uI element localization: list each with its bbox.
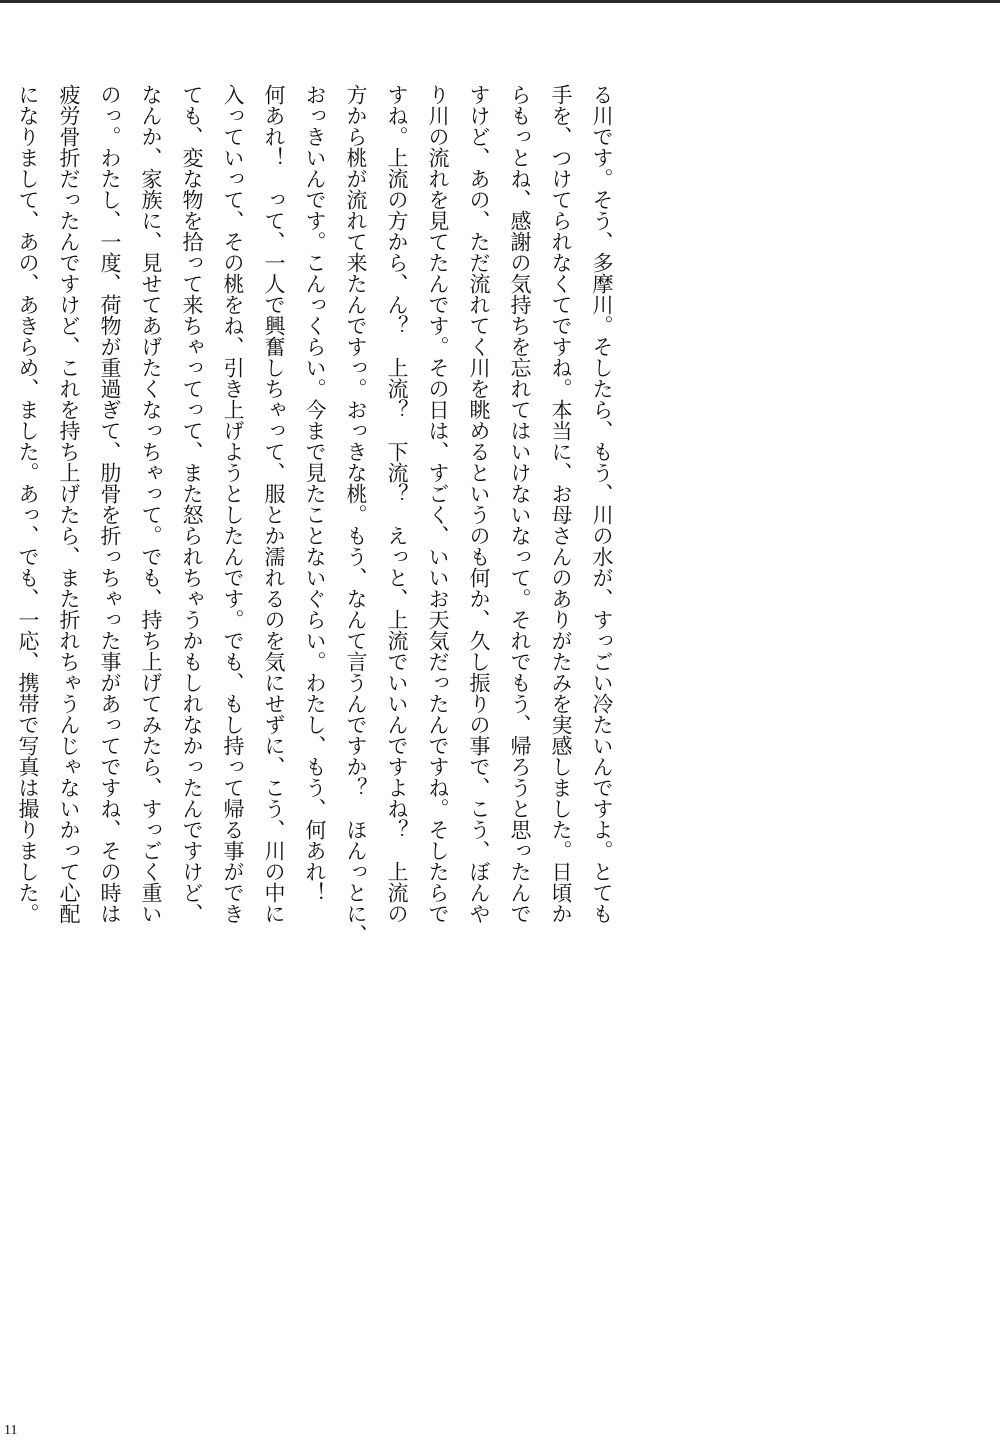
page-number: 11 [4,1423,18,1438]
text-column: 疲労骨折だったんですけど、これを持ち上げたら、また折れちゃうんじゃないかって心配 [57,84,81,924]
text-column: 方から桃が流れて来たんですっ。おっきな桃。もう、なんて言うんですか？ ほんっとに、 [344,84,368,945]
text-column [0,84,7,904]
text-column: おっきいんです。こんっくらい。今まで見たことないぐらい。わたし、もう、何あれ！ [303,84,327,903]
text-column: らもっとね、感謝の気持ちを忘れてはいけないなって。それでもう、帰ろうと思ったんで [508,84,532,924]
text-column: 入っていって、その桃をね、引き上げようとしたんです。でも、もし持って帰る事ができ [221,84,245,924]
text-column: り川の流れを見てたんです。その日は、すごく、いいお天気だったんですね。そしたらで [426,84,450,924]
text-column: 手を、つけてられなくてですね。本当に、お母さんのありがたみを実感しました。日頃か [549,84,573,924]
text-column: なんか、家族に、見せてあげたくなっちゃって。でも、持ち上げてみたら、すっごく重い [139,84,163,924]
text-column: る川です。そう、多摩川。そしたら、もう、川の水が、すっごい冷たいんですよ。とても [590,84,614,924]
text-column: ても、変な物を拾って来ちゃってって、また怒られちゃうかもしれなかったんですけど、 [180,84,204,924]
text-column: になりまして、あの、あきらめ、ました。あっ、でも、一応、携帯で写真は撮りました。 [16,84,40,924]
text-column: のっ。わたし、一度、荷物が重過ぎて、肋骨を折っちゃった事があってですね、その時は [98,84,122,924]
text-column: すけど、あの、ただ流れてく川を眺めるというのも何か、久し振りの事で、こう、ぼんや [467,84,491,924]
top-border-line [0,0,1000,3]
vertical-body-text [0,84,622,945]
text-column: すね。上流の方から、ん？ 上流？ 下流？ えっと、上流でいいんですよね？ 上流の [385,84,409,924]
text-column: 何あれ！ って、一人で興奮しちゃって、服とか濡れるのを気にせずに、こう、川の中に [262,84,286,924]
